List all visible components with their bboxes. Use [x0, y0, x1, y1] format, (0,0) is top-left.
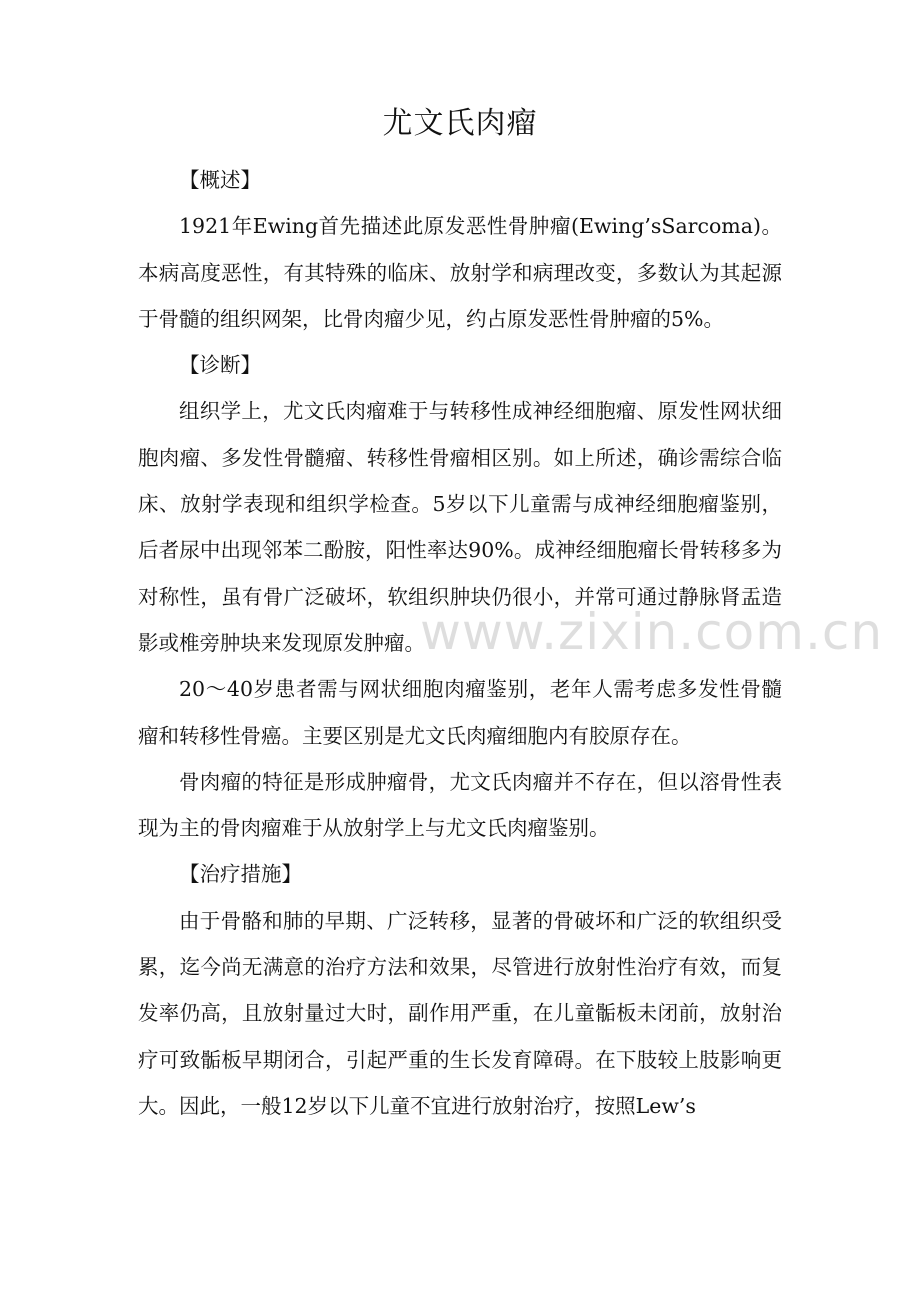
document-body	[138, 157, 782, 1129]
treatment-paragraph: 由于骨骼和肺的早期、广泛转移，显著的骨破坏和广泛的软组织受累，迄今尚无满意的治疗方法和效果，尽管进行放射性治疗有效，而复发率仍高，且放射量过大时，副作用严重，在儿童骺板未闭前，放射治疗可致骺板早期闭合，引起严重的生长发育障碍。在下肢较上肢影响更大。因此，一般12岁以下儿童不宜进行放射治疗，按照Lew’s	[138, 908, 782, 1118]
section-heading-diagnosis: 【诊断】	[179, 353, 261, 378]
overview-paragraph: 1921年Ewing首先描述此原发恶性骨肿瘤(Ewing’sSarcoma)。本病高度恶性，有其特殊的临床、放射学和病理改变，多数认为其起源于骨髓的组织网架，比骨肉瘤少见，约占原发恶性骨肿瘤的5%。	[138, 214, 782, 331]
page-title: 尤文氏肉瘤	[382, 106, 538, 141]
section-heading-overview: 【概述】	[179, 168, 261, 192]
watermark: www.zixin.com.cn	[420, 603, 884, 661]
diagnosis-paragraph-2: 20～40岁患者需与网状细胞肉瘤鉴别，老年人需考虑多发性骨髓瘤和转移性骨癌。主要区别是尤文氏肉瘤细胞内有胶原存在。	[138, 677, 782, 748]
section-heading-treatment: 【治疗措施】	[179, 862, 302, 887]
diagnosis-paragraph-1: 组织学上，尤文氏肉瘤难于与转移性成神经细胞瘤、原发性网状细胞肉瘤、多发性骨髓瘤、转移性骨瘤相区别。如上所述，确诊需综合临床、放射学表现和组织学检查。5岁以下儿童需与成神经细胞瘤鉴别，后者尿中出现邻苯二酚胺，阳性率达90%。成神经细胞瘤长骨转移多为对称性，虽有骨广泛破坏，软组织肿块仍很小，并常可通过静脉肾盂造影或椎旁肿块来发现原发肿瘤。	[138, 399, 782, 655]
diagnosis-paragraph-3: 骨肉瘤的特征是形成肿瘤骨，尤文氏肉瘤并不存在，但以溶骨性表现为主的骨肉瘤难于从放射学上与尤文氏肉瘤鉴别。	[138, 769, 782, 841]
